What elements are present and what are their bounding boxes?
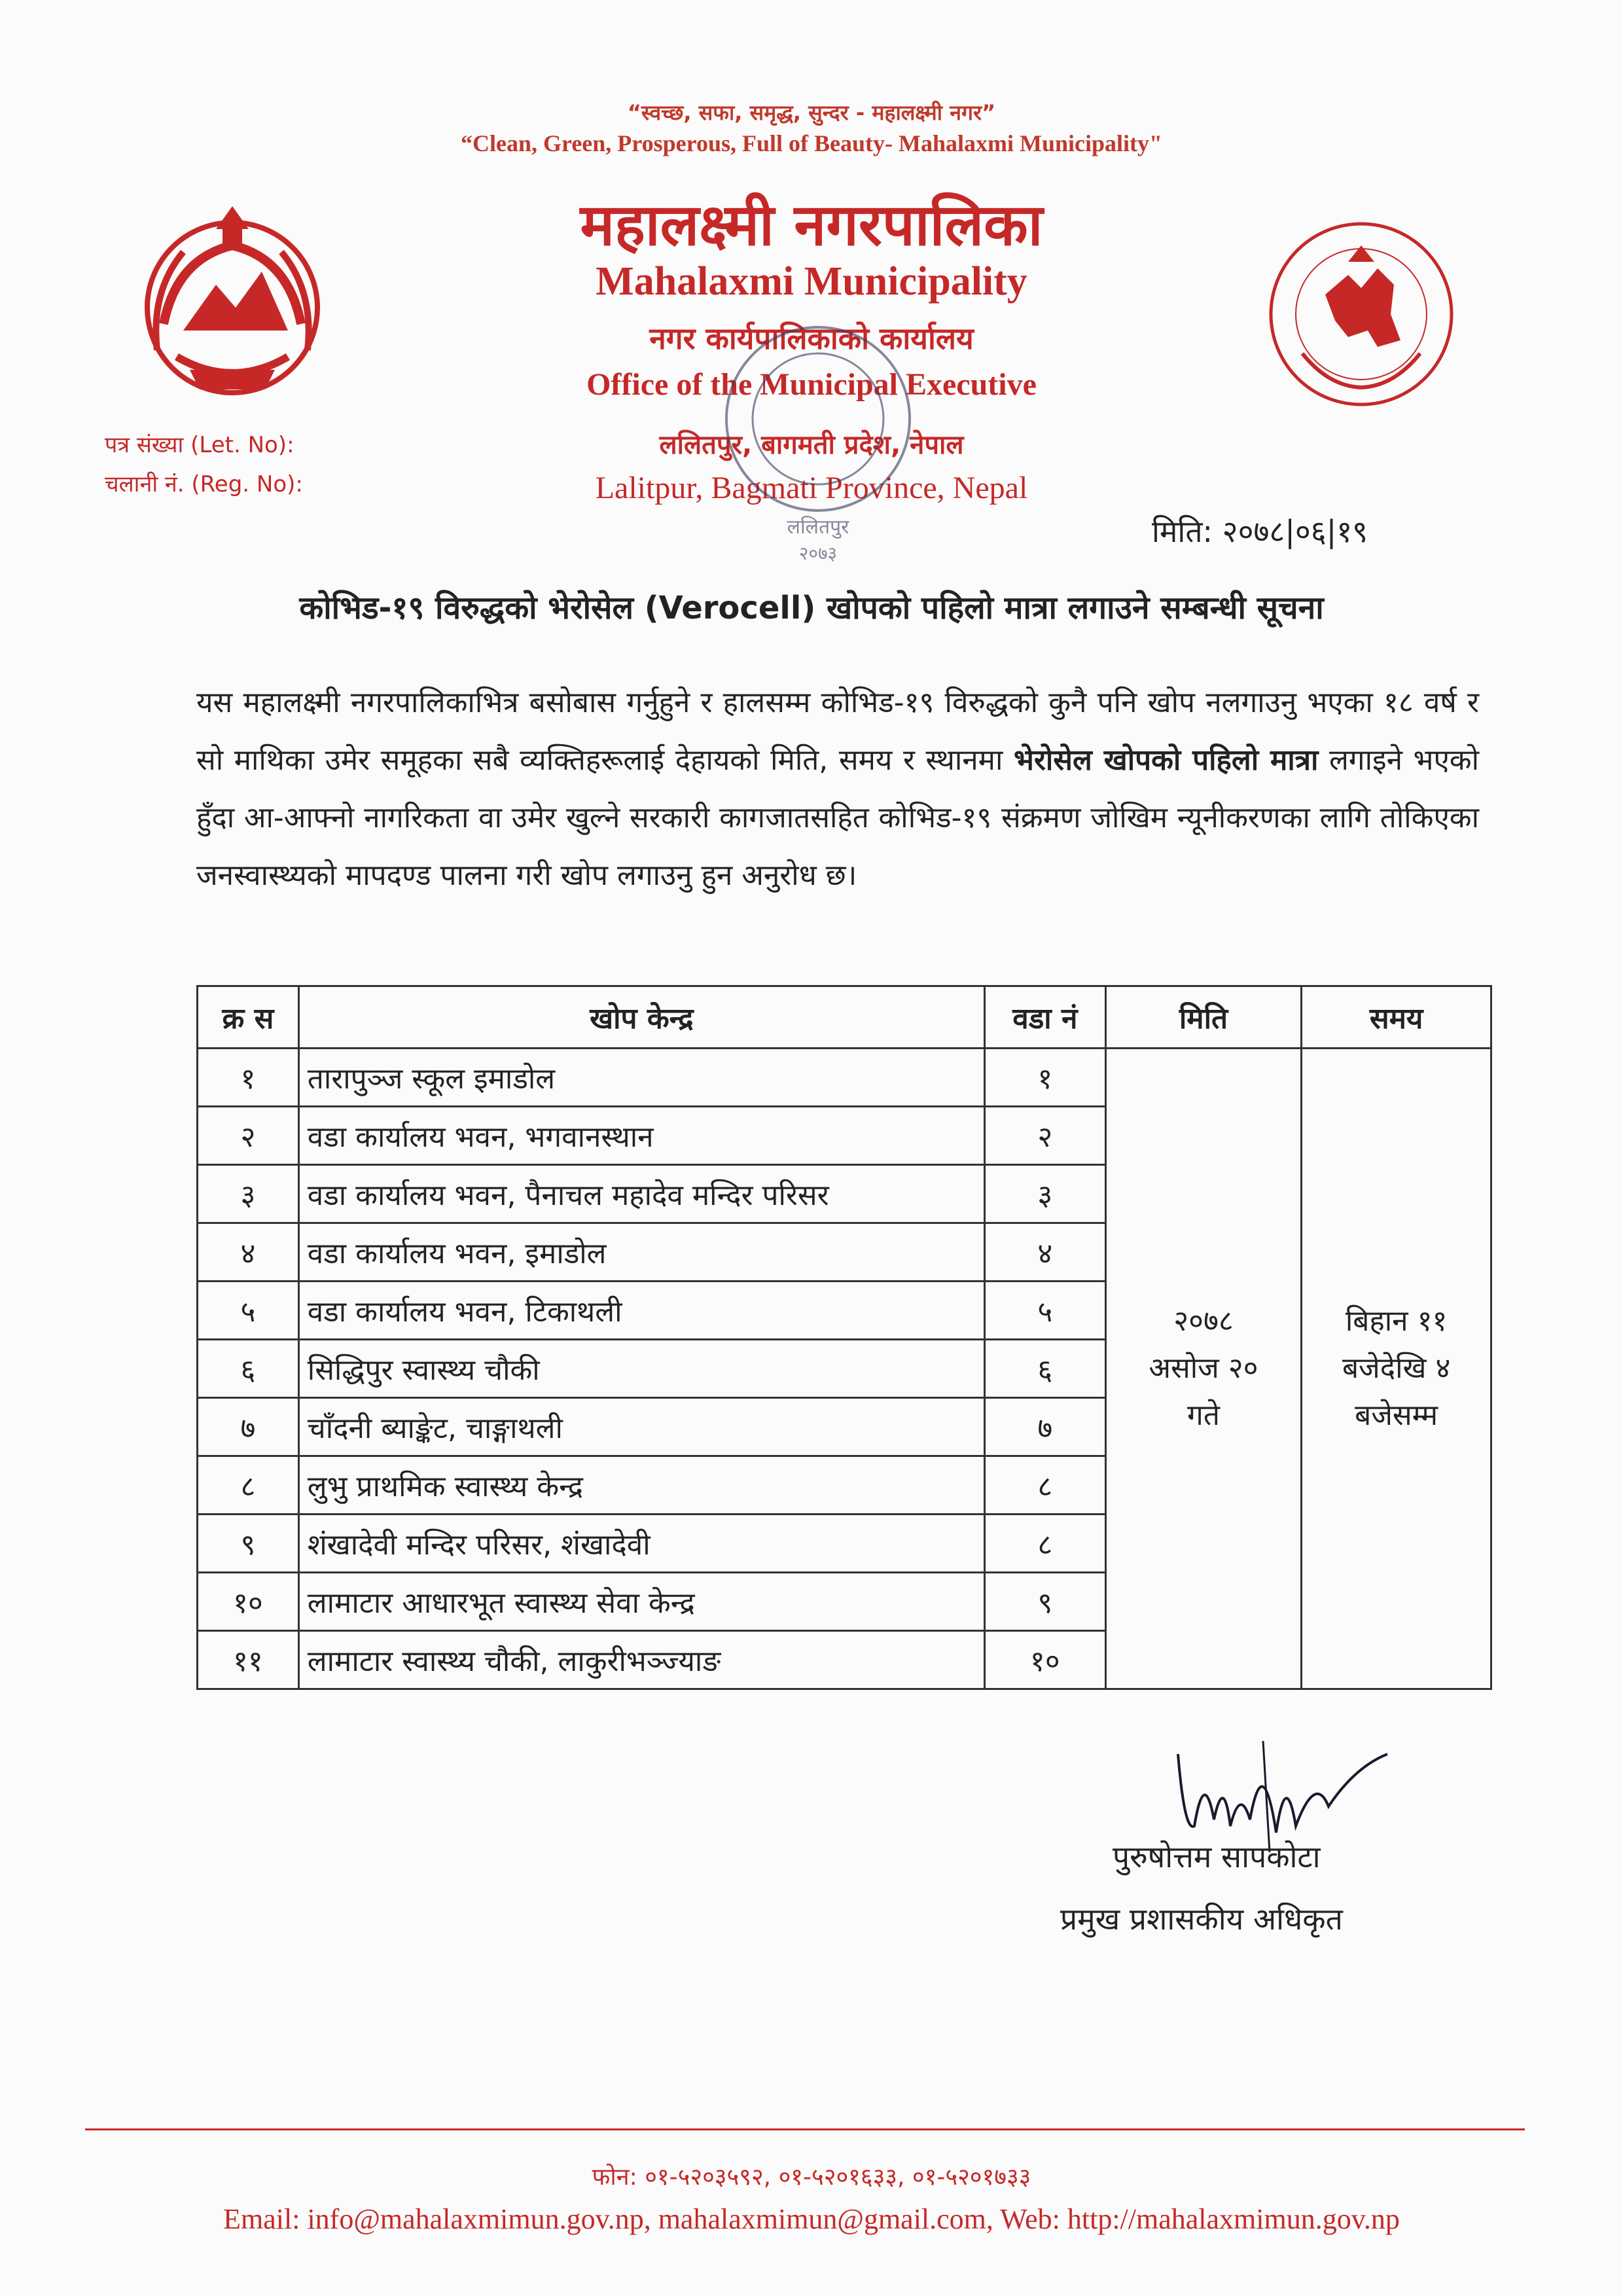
stamp-year-text: २०७३ — [798, 543, 838, 564]
notice-body-part2: लगाइने भएको हुँदा आ-आफ्नो नागरिकता वा उमेर खुल्ने सरकारी कागजातसहित कोभिड-१९ संक्रमण जोखिम न्यूनीकरणका लागि तोकिएका जनस्वास्थ्यको मापदण्ड पालना गरी खोप लगाउनु हुन अनुरोध छ। — [196, 744, 1479, 892]
header-vaccination-center: खोप केन्द्र — [298, 986, 984, 1049]
ward-cell: ६ — [984, 1340, 1105, 1398]
ward-cell: १० — [984, 1631, 1105, 1689]
ward-cell: ८ — [984, 1456, 1105, 1515]
date-line-month: असोज २० — [1149, 1352, 1258, 1385]
serial-cell: ९ — [198, 1515, 299, 1573]
serial-cell: ८ — [198, 1456, 299, 1515]
address-english: Lalitpur, Bagmati Province, Nepal — [595, 471, 1028, 505]
serial-cell: ६ — [198, 1340, 299, 1398]
header-serial: क्र स — [198, 986, 299, 1049]
center-cell: सिद्धिपुर स्वास्थ्य चौकी — [298, 1340, 984, 1398]
center-cell: लामाटार स्वास्थ्य चौकी, लाकुरीभञ्ज्याङ — [298, 1631, 984, 1689]
signatory-title: प्रमुख प्रशासकीय अधिकृत — [1060, 1901, 1343, 1937]
table-header-row — [198, 986, 1491, 1049]
address-nepali: ललितपुर, बागमती प्रदेश, नेपाल — [659, 430, 964, 460]
header-ward-no: वडा नं — [984, 986, 1105, 1049]
center-cell: तारापुञ्ज स्कूल इमाडोल — [298, 1049, 984, 1107]
municipality-title-english: Mahalaxmi Municipality — [596, 259, 1027, 304]
center-cell: वडा कार्यालय भवन, टिकाथली — [298, 1282, 984, 1340]
footer-phone: फोन: ०१-५२०३५९२, ०१-५२०१६३३, ०१-५२०१७३३ — [592, 2164, 1031, 2191]
serial-cell: ११ — [198, 1631, 299, 1689]
center-cell: वडा कार्यालय भवन, इमाडोल — [298, 1223, 984, 1282]
header-date: मिति — [1105, 986, 1302, 1049]
date-line-day: गते — [1187, 1399, 1220, 1432]
serial-cell: २ — [198, 1107, 299, 1165]
ward-cell: ४ — [984, 1223, 1105, 1282]
ward-cell: ५ — [984, 1282, 1105, 1340]
slogan-english: “Clean, Green, Prosperous, Full of Beauty- Mahalaxmi Municipality" — [461, 130, 1162, 156]
slogan-nepali: “स्वच्छ, सफा, समृद्ध, सुन्दर - महालक्ष्मी नगर” — [627, 100, 996, 125]
ward-cell: ९ — [984, 1573, 1105, 1631]
time-line-3: बजेसम्म — [1355, 1399, 1438, 1432]
ward-cell: ७ — [984, 1398, 1105, 1456]
serial-cell: ३ — [198, 1165, 299, 1223]
serial-cell: ७ — [198, 1398, 299, 1456]
footer-divider — [85, 2128, 1525, 2130]
notice-body-bold: भेरोसेल खोपको पहिलो मात्रा — [1013, 744, 1319, 777]
center-cell: लुभु प्राथमिक स्वास्थ्य केन्द्र — [298, 1456, 984, 1515]
office-title-nepali: नगर कार्यपालिकाको कार्यालय — [649, 321, 974, 356]
serial-cell: ४ — [198, 1223, 299, 1282]
municipality-title-nepali: महालक्ष्मी नगरपालिका — [580, 191, 1043, 259]
date-line-year: २०७८ — [1173, 1304, 1234, 1338]
ward-cell: ८ — [984, 1515, 1105, 1573]
footer-email-web: Email: info@mahalaxmimun.gov.np, mahalaxmimun@gmail.com, Web: http://mahalaxmimun.gov.np — [223, 2203, 1400, 2235]
vaccination-schedule-table — [196, 985, 1492, 1690]
serial-cell: १ — [198, 1049, 299, 1107]
serial-cell: १० — [198, 1573, 299, 1631]
registration-number-label: चलानी नं. (Reg. No): — [105, 471, 303, 497]
notice-body-part1: यस महालक्ष्मी नगरपालिकाभित्र बसोबास गर्नुहुने र हालसम्म कोभिड-१९ विरुद्धको कुनै पनि खोप नलगाउनु भएका १८ वर्ष र सो माथिका उमेर समूहका सबै व्यक्तिहरूलाई देहायको मिति, समय र स्थानमा — [196, 686, 1479, 777]
table-row — [198, 1049, 1491, 1107]
time-line-1: बिहान ११ — [1345, 1304, 1448, 1338]
ward-cell: ३ — [984, 1165, 1105, 1223]
notice-subject: कोभिड-१९ विरुद्धको भेरोसेल (Verocell) खोपको पहिलो मात्रा लगाउने सम्बन्धी सूचना — [299, 590, 1324, 626]
center-cell: वडा कार्यालय भवन, पैनाचल महादेव मन्दिर परिसर — [298, 1165, 984, 1223]
signatory-name: पुरुषोत्तम सापकोटा — [1113, 1839, 1321, 1874]
office-stamp — [713, 308, 923, 569]
center-cell: वडा कार्यालय भवन, भगवानस्थान — [298, 1107, 984, 1165]
office-title-english: Office of the Municipal Executive — [586, 367, 1037, 402]
ward-cell: १ — [984, 1049, 1105, 1107]
stamp-center-text: ललितपुर — [787, 516, 849, 539]
letter-number-label: पत्र संख्या (Let. No): — [105, 432, 294, 458]
time-line-2: बजेदेखि ४ — [1342, 1352, 1451, 1385]
time-cell — [1302, 1049, 1491, 1689]
center-cell: चाँदनी ब्याङ्केट, चाङ्गाथली — [298, 1398, 984, 1456]
ward-cell: २ — [984, 1107, 1105, 1165]
notice-date: मिति: २०७८|०६|१९ — [1152, 514, 1368, 549]
center-cell: लामाटार आधारभूत स्वास्थ्य सेवा केन्द्र — [298, 1573, 984, 1631]
date-cell — [1105, 1049, 1302, 1689]
serial-cell: ५ — [198, 1282, 299, 1340]
header-time: समय — [1302, 986, 1491, 1049]
center-cell: शंखादेवी मन्दिर परिसर, शंखादेवी — [298, 1515, 984, 1573]
notice-body — [196, 674, 1479, 905]
